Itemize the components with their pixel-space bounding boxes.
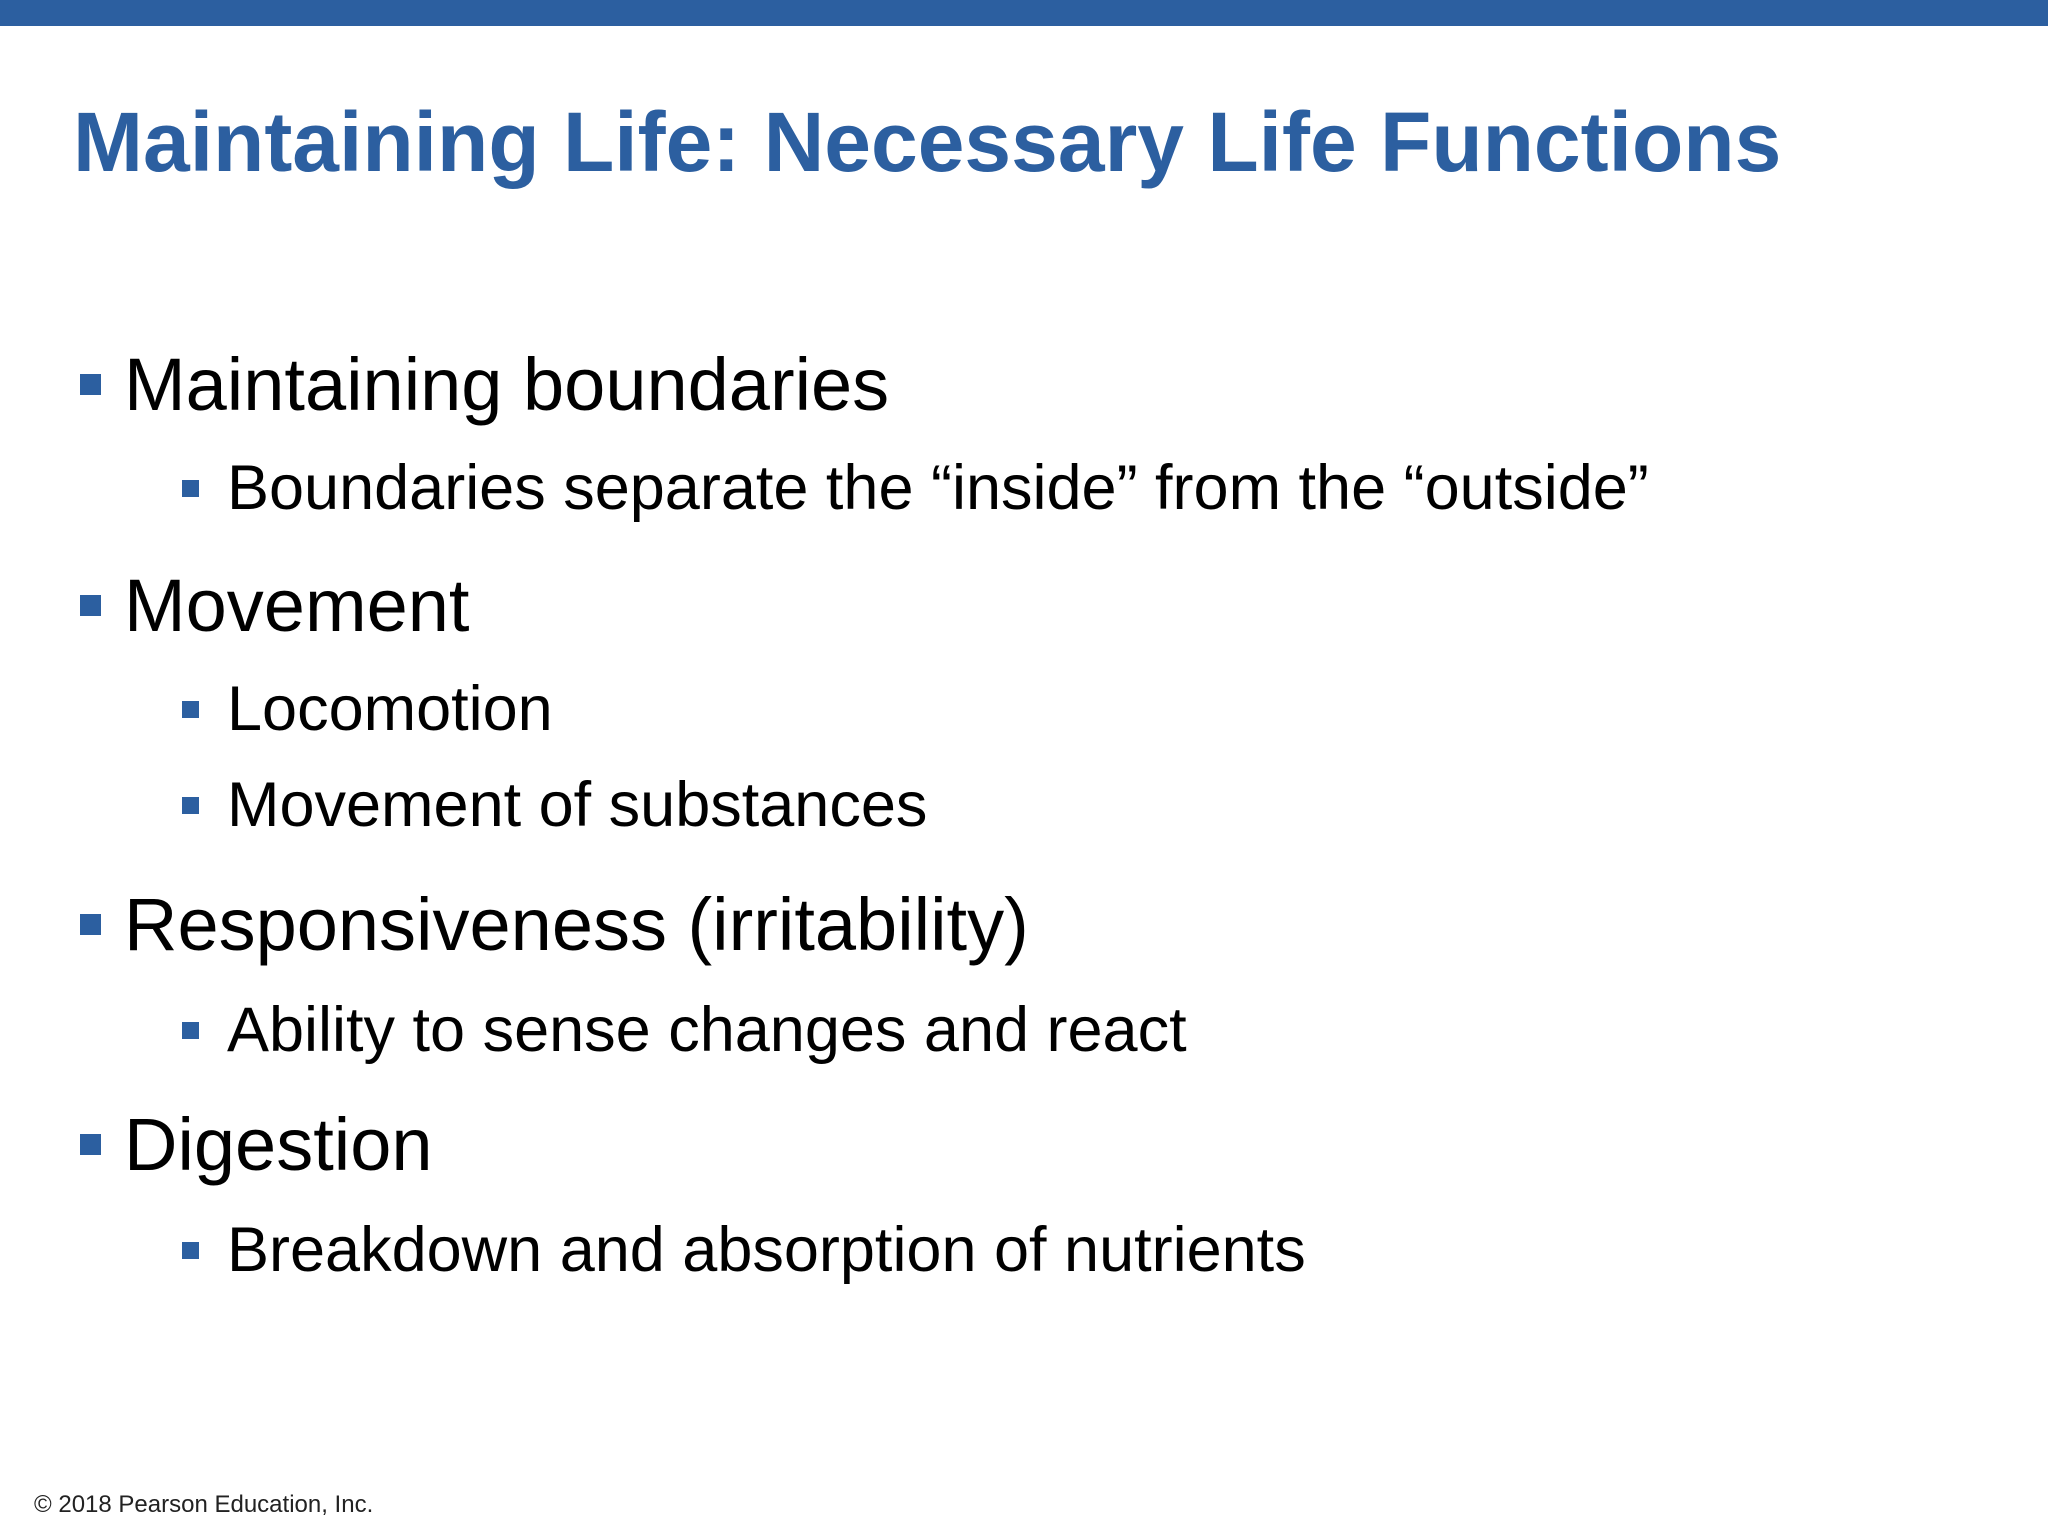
square-bullet-icon — [182, 701, 199, 718]
bullet-text: Maintaining boundaries — [124, 343, 890, 426]
sub-bullet-text: Boundaries separate the “inside” from the “outside” — [227, 453, 1649, 523]
sub-bullet-text: Ability to sense changes and react — [227, 995, 1187, 1065]
sub-bullet-text: Movement of substances — [227, 770, 928, 840]
bullet-text: Movement — [124, 564, 470, 647]
square-bullet-icon — [80, 595, 101, 616]
square-bullet-icon — [182, 480, 199, 497]
slide-title: Maintaining Life: Necessary Life Functions — [73, 95, 1782, 189]
bullet-text: Responsiveness (irritability) — [124, 883, 1029, 966]
square-bullet-icon — [182, 797, 199, 814]
square-bullet-icon — [80, 914, 101, 935]
bullet-text: Digestion — [124, 1103, 433, 1186]
square-bullet-icon — [182, 1022, 199, 1039]
square-bullet-icon — [80, 1134, 101, 1155]
square-bullet-icon — [182, 1242, 199, 1259]
square-bullet-icon — [80, 374, 101, 395]
sub-bullet-text: Breakdown and absorption of nutrients — [227, 1215, 1306, 1285]
sub-bullet-text: Locomotion — [227, 674, 553, 744]
copyright-notice: © 2018 Pearson Education, Inc. — [34, 1491, 374, 1518]
